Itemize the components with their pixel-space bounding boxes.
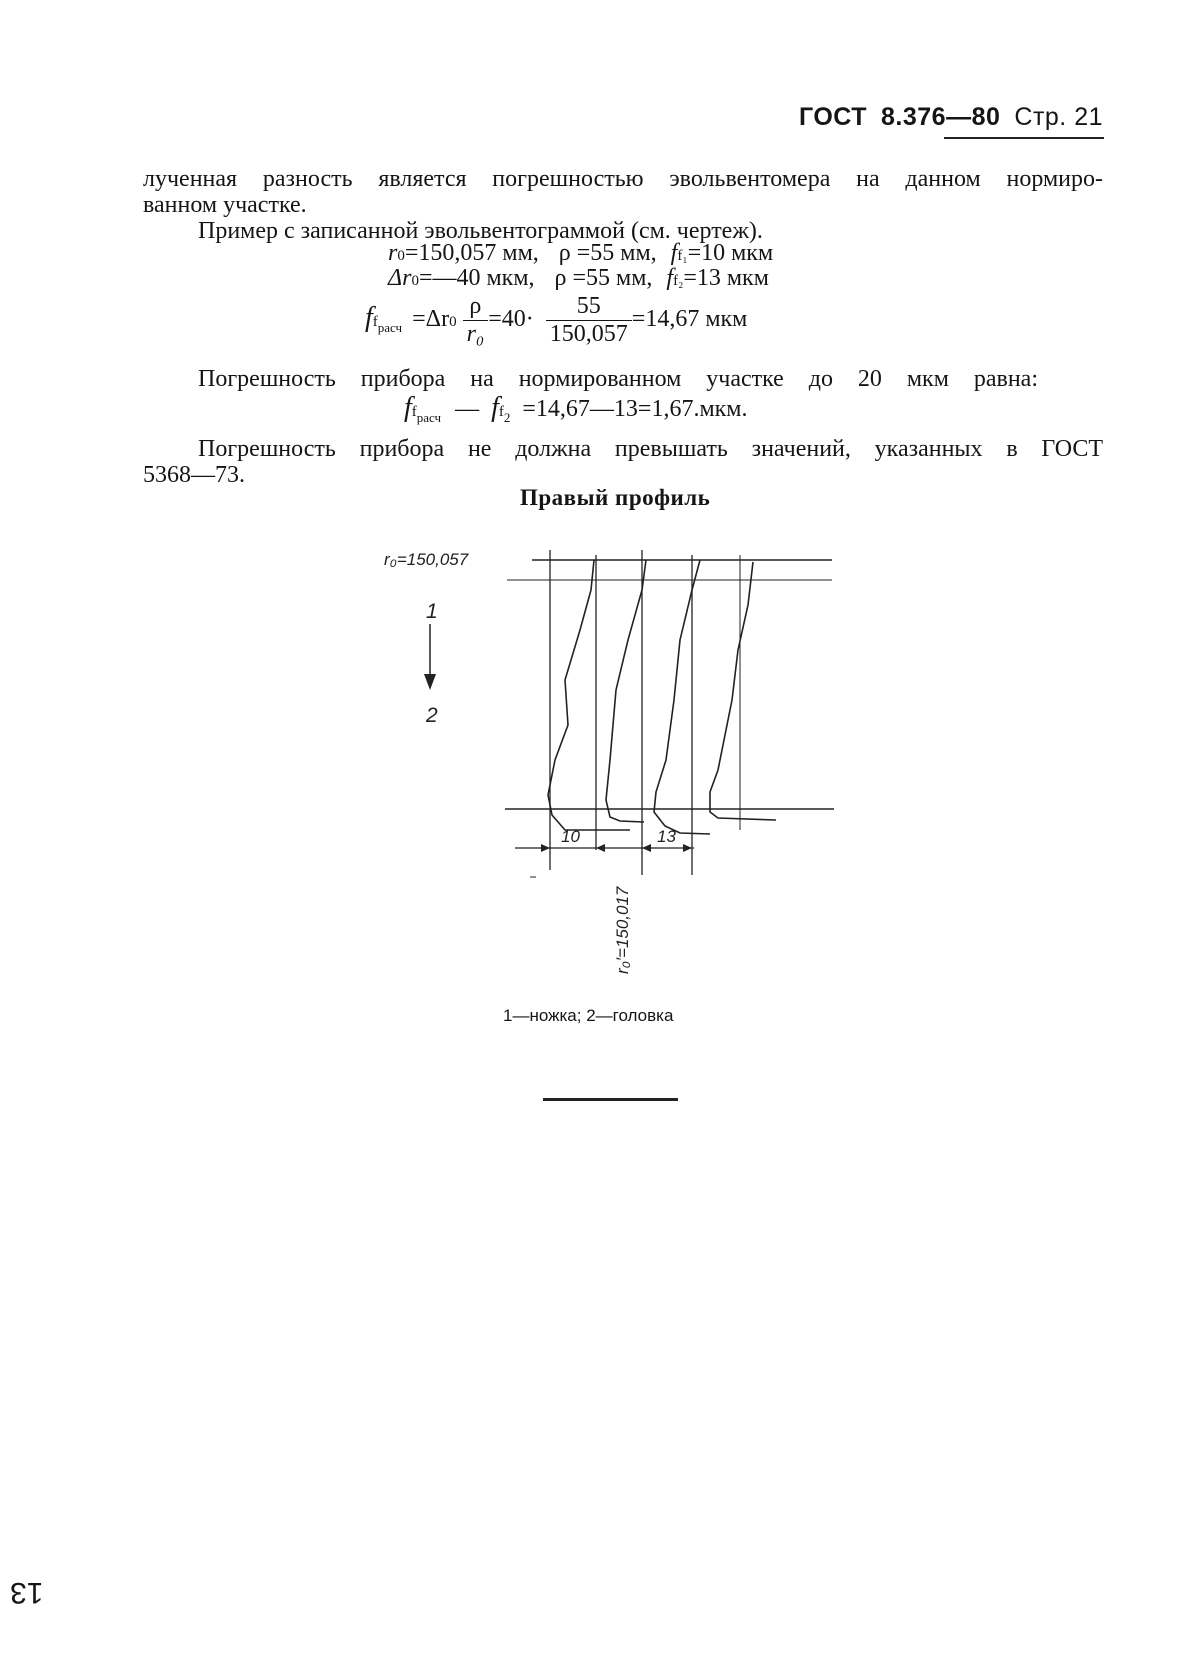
formula-2: [388, 265, 769, 292]
f4-b-symbol: f: [491, 392, 499, 423]
header-standard: ГОСТ: [799, 103, 868, 131]
f3-eq: =Δr: [412, 306, 450, 333]
f1-ff-symbol: f: [670, 240, 678, 266]
f2-dr0-symbol: Δr: [388, 265, 412, 291]
f3-lhs-sub: f: [372, 314, 378, 331]
formula-4: [404, 392, 748, 424]
dim-arrow-right-1: [596, 844, 605, 852]
f3-den-2: 150,057: [549, 321, 628, 347]
formula-3: [365, 293, 747, 348]
arrow-head-down: [424, 674, 436, 690]
f4-b-sub: f: [498, 404, 504, 420]
formula-1: [388, 240, 773, 267]
f3-fraction-2: [546, 293, 632, 348]
header-page-label: Стр. 21: [1014, 103, 1103, 131]
dimension-10: 10: [561, 827, 580, 846]
f3-rhs: =14,67 мкм: [631, 306, 748, 333]
body-line-5: Погрешность прибора не должна превышать значений, указанных в ГОСТ: [198, 436, 1103, 462]
label-1: 1: [426, 600, 438, 623]
profile-curve-3: [654, 560, 710, 834]
f4-rhs: =14,67—13=1,67.мкм.: [522, 396, 748, 422]
dim-arrow-left-2: [683, 844, 692, 852]
f2-ff-sub: f₂: [673, 273, 684, 289]
page-number: 13: [10, 1576, 44, 1609]
r0-label: r₀=150,057: [384, 550, 469, 569]
figure-title: Правый профиль: [520, 485, 711, 510]
f2-dr0-sub: 0: [411, 273, 419, 289]
f1-r0-sub: 0: [397, 248, 405, 264]
f1-ff-sub: f₁: [677, 248, 688, 264]
end-rule: [543, 1098, 678, 1101]
f3-mid: =40·: [488, 306, 534, 333]
f3-lhs-subsub: расч: [377, 320, 403, 336]
f3-fraction-1: [463, 293, 489, 348]
r0-prime-label: r₀′=150,017: [613, 886, 632, 974]
body-line-6: 5368—73.: [143, 462, 245, 488]
f2-ff-symbol: f: [666, 265, 674, 291]
f1-r0-value: =150,057 мм,: [404, 240, 539, 266]
f4-a-subsub: расч: [416, 410, 442, 425]
page-header: [799, 103, 1103, 132]
dimension-13: 13: [657, 827, 676, 846]
f1-ff-value: =10 мкм: [687, 240, 774, 266]
f2-rho: ρ =55 мм,: [554, 265, 653, 291]
body-line-2: ванном участке.: [143, 192, 307, 218]
label-2: 2: [426, 704, 438, 727]
header-rule: [944, 137, 1104, 139]
profile-curve-2: [606, 560, 646, 822]
profile-curve-1: [548, 560, 630, 830]
f1-r0-symbol: r: [388, 240, 398, 266]
body-line-3: Пример с записанной эвольвентограммой (см. чертеж).: [198, 218, 763, 244]
drawing-lines: [430, 550, 834, 877]
f3-num-1: ρ: [463, 293, 489, 321]
f2-ff-value: =13 мкм: [683, 265, 769, 291]
header-number: 8.376—80: [881, 103, 1001, 131]
profile-curve-4: [710, 562, 776, 820]
f4-a-sub: f: [411, 404, 417, 420]
body-line-1: лученная разность является погрешностью эвольвентомера на данном нормиро-: [143, 166, 1103, 192]
f1-rho: ρ =55 мм,: [558, 240, 657, 266]
dim-arrow-left-1: [541, 844, 550, 852]
figure-legend: 1—ножка; 2—головка: [503, 1006, 674, 1025]
f2-dr0-value: =—40 мкм,: [418, 265, 535, 291]
f3-lhs-symbol: f: [365, 302, 373, 334]
f4-a-symbol: f: [404, 392, 412, 423]
body-line-4: Погрешность прибора на нормированном участке до 20 мкм равна:: [198, 366, 1038, 392]
f3-eq-sub: 0: [449, 314, 457, 331]
dim-arrow-right-2: [642, 844, 651, 852]
f3-den-1: r₀: [466, 321, 485, 347]
f4-minus: —: [455, 396, 480, 422]
f3-num-2: 55: [546, 293, 632, 321]
involute-chart-drawing: [380, 530, 840, 990]
f4-b-subsub: 2: [503, 410, 511, 425]
